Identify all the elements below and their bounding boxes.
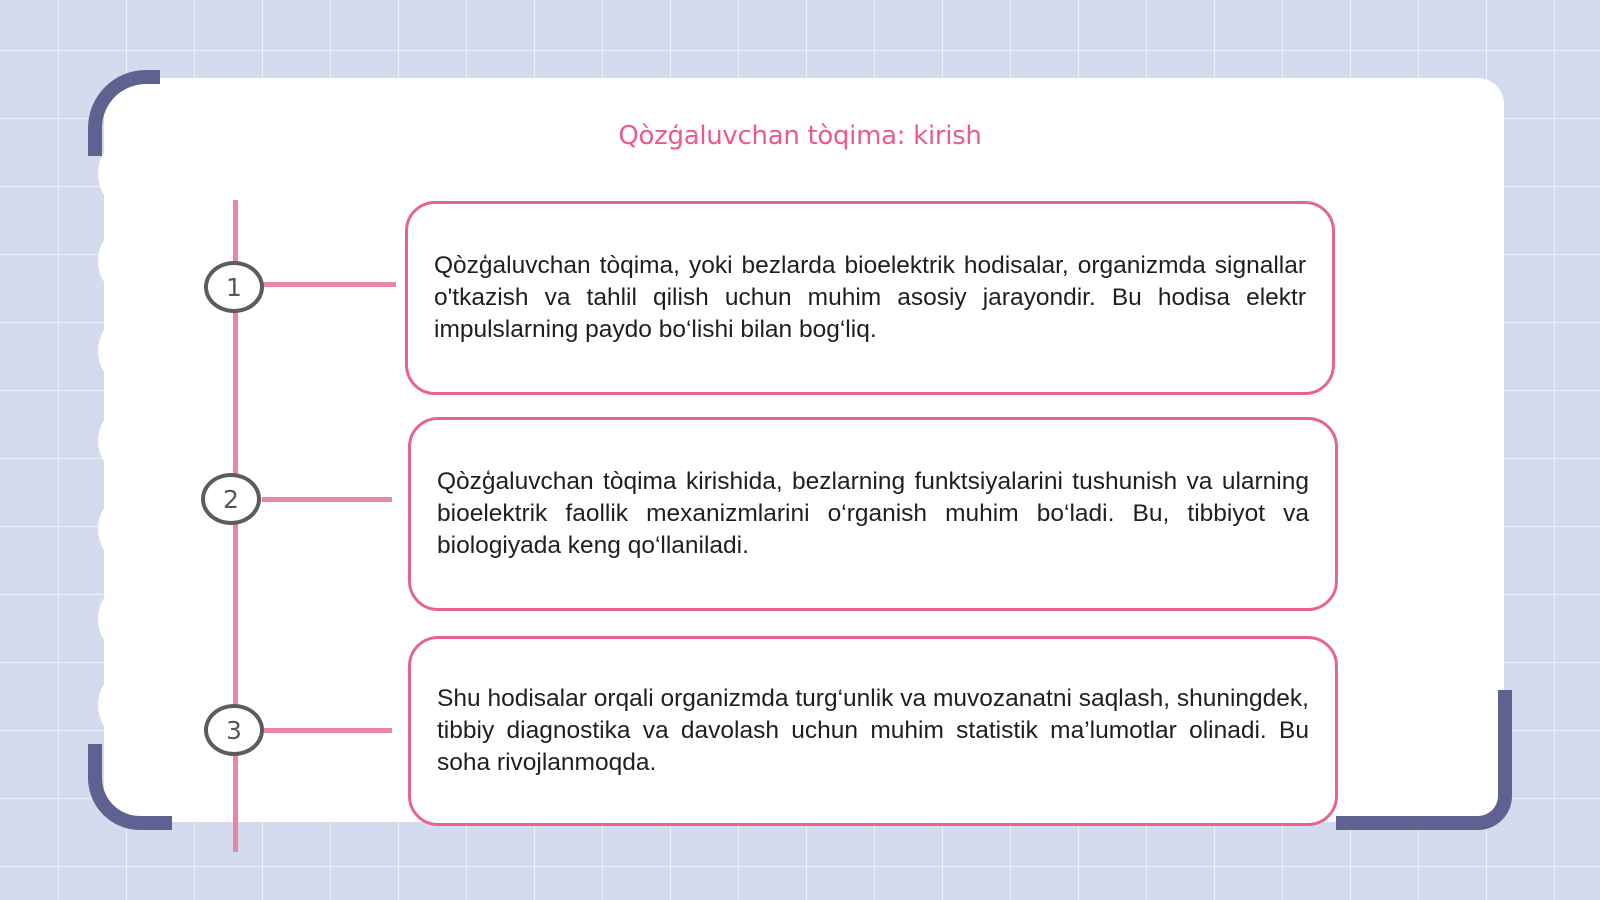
timeline-connector xyxy=(262,497,392,502)
timeline-card xyxy=(408,636,1338,826)
paper-scallop xyxy=(98,322,138,380)
paper-scallop xyxy=(98,590,138,648)
paper-scallop xyxy=(98,412,138,470)
timeline-card-text: Shu hodisalar orqali organizmda turg‘unlik va muvozanatni saqlash, shuningdek, tibbiy diagnostika va davolash uchun muhim statistik ma’lumotlar olinadi. Bu soha rivojlanmoqda. xyxy=(437,685,1309,776)
timeline-number-badge: 2 xyxy=(201,473,261,525)
timeline-card-text: Qòzģaluvchan tòqima kirishida, bezlarning funktsiyalarini tushunish va ularning bioelektrik faollik mexanizmlarini o‘rganish muhim bo‘ladi. Bu, tibbiyot va biologiyada keng qo‘llaniladi. xyxy=(437,468,1309,559)
timeline-card xyxy=(408,417,1338,611)
corner-bracket-bottom-left xyxy=(88,744,172,830)
corner-bracket-bottom-right xyxy=(1336,690,1512,830)
timeline-number-badge: 3 xyxy=(204,704,264,756)
paper-scallop xyxy=(98,676,138,734)
timeline-number-badge: 1 xyxy=(204,261,264,313)
timeline-card-text: Qòzģaluvchan tòqima, yoki bezlarda bioelektrik hodisalar, organizmda signallar o'tkazish va tahlil qilish uchun muhim asosiy jarayondir. Bu hodisa elektr impulslarning paydo bo‘lishi bilan bog‘liq. xyxy=(434,252,1306,343)
paper-scallop xyxy=(98,500,138,558)
timeline-connector xyxy=(262,728,392,733)
timeline-connector xyxy=(262,282,396,287)
slide-title: Qòzģaluvchan tòqima: kirish xyxy=(618,121,982,151)
paper-scallop xyxy=(98,232,138,290)
timeline-card xyxy=(405,201,1335,395)
corner-bracket-top-left xyxy=(88,70,160,156)
